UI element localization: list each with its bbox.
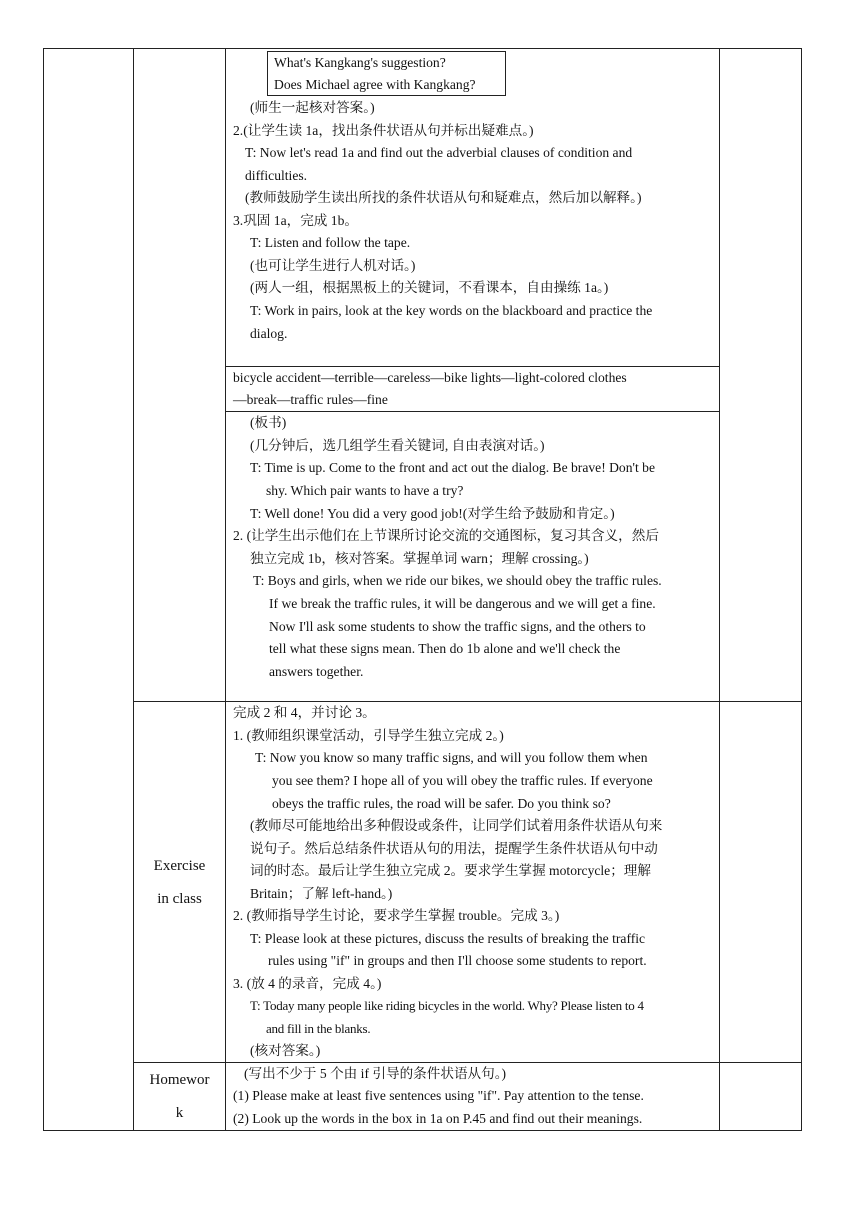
body-line: 完成 2 和 4，并讨论 3。	[233, 705, 376, 720]
body-line: T: Work in pairs, look at the key words on the blackboard and practice the	[250, 303, 653, 318]
row-label-line: Exercise	[153, 858, 206, 874]
body-line: (也可让学生进行人机对话。)	[250, 258, 416, 273]
body-line: (2) Look up the words in the box in 1a on P.45 and find out their meanings.	[233, 1111, 643, 1126]
body-line: (几分钟后，选几组学生看关键词, 自由表演对话。)	[250, 438, 545, 453]
body-line: If we break the traffic rules, it will be dangerous and we will get a fine.	[269, 596, 656, 611]
body-line: (写出不少于 5 个由 if 引导的条件状语从句。)	[244, 1066, 507, 1081]
body-line: Britain；了解 left-hand。)	[250, 886, 393, 901]
body-line: answers together.	[269, 664, 364, 679]
body-line: (师生一起核对答案。)	[250, 100, 375, 115]
body-line: T: Time is up. Come to the front and act out the dialog. Be brave! Don't be	[250, 460, 655, 475]
body-line: shy. Which pair wants to have a try?	[266, 483, 464, 498]
row-label-exercise	[134, 850, 225, 916]
body-line: dialog.	[250, 326, 288, 341]
body-line: 3.巩固 1a，完成 1b。	[233, 213, 358, 228]
column-divider-3	[719, 48, 720, 1131]
body-line: (板书)	[250, 415, 287, 430]
row-label-line: k	[175, 1105, 184, 1121]
body-line: 独立完成 1b，核对答案。掌握单词 warn；理解 crossing。)	[250, 551, 589, 566]
blackboard-keywords: —break—traffic rules—fine	[233, 392, 388, 407]
body-line: 2.(让学生读 1a，找出条件状语从句并标出疑难点。)	[233, 123, 534, 138]
row-label-line: Homewor	[149, 1072, 210, 1088]
body-line: 词的时态。最后让学生独立完成 2。要求学生掌握 motorcycle；理解	[250, 863, 651, 878]
body-line: 2. (让学生出示他们在上节课所讨论交流的交通图标，复习其含义，然后	[233, 528, 659, 543]
row-label-homework	[134, 1064, 225, 1130]
body-line: T: Listen and follow the tape.	[250, 235, 411, 250]
body-line: T: Today many people like riding bicycles in the world. Why? Please listen to 4	[250, 998, 644, 1013]
body-line: T: Boys and girls, when we ride our bikes, we should obey the traffic rules.	[253, 573, 662, 588]
question-line: Does Michael agree with Kangkang?	[274, 77, 476, 92]
body-line: you see them? I hope all of you will obey the traffic rules. If everyone	[272, 773, 653, 788]
body-line: (1) Please make at least five sentences using "if". Pay attention to the tense.	[233, 1088, 644, 1103]
body-line: (教师鼓励学生读出所找的条件状语从句和疑难点，然后加以解释。)	[245, 190, 642, 205]
blackboard-bottom-rule	[225, 411, 719, 412]
body-line: T: Now you know so many traffic signs, and will you follow them when	[255, 750, 648, 765]
body-line: 3. (放 4 的录音，完成 4。)	[233, 976, 382, 991]
blackboard-top-rule	[225, 366, 719, 367]
body-line: Now I'll ask some students to show the traffic signs, and the others to	[269, 619, 646, 634]
body-line: T: Please look at these pictures, discuss the results of breaking the traffic	[250, 931, 646, 946]
exercise-row-rule	[133, 701, 802, 702]
row-label-line: in class	[157, 891, 202, 907]
column-divider-2	[225, 48, 226, 1131]
body-line: T: Now let's read 1a and find out the adverbial clauses of condition and	[245, 145, 633, 160]
body-line: and fill in the blanks.	[266, 1021, 371, 1036]
body-line: 1. (教师组织课堂活动，引导学生独立完成 2。)	[233, 728, 504, 743]
body-line: (核对答案。)	[250, 1043, 321, 1058]
homework-row-rule	[133, 1062, 802, 1063]
body-line: (两人一组，根据黑板上的关键词，不看课本，自由操练 1a。)	[250, 280, 609, 295]
body-line: rules using "if" in groups and then I'll choose some students to report.	[268, 953, 647, 968]
body-line: T: Well done! You did a very good job!(对学生给予鼓励和肯定。)	[250, 506, 615, 521]
body-line: difficulties.	[245, 168, 308, 183]
column-divider-1	[133, 48, 134, 1131]
question-line: What's Kangkang's suggestion?	[274, 55, 446, 70]
blackboard-keywords: bicycle accident—terrible—careless—bike lights—light-colored clothes	[233, 370, 627, 385]
body-line: 2. (教师指导学生讨论，要求学生掌握 trouble。完成 3。)	[233, 908, 560, 923]
body-line: obeys the traffic rules, the road will be safer. Do you think so?	[272, 796, 611, 811]
body-line: (教师尽可能地给出多种假设或条件，让同学们试着用条件状语从句来	[250, 818, 663, 833]
body-line: 说句子。然后总结条件状语从句的用法，提醒学生条件状语从句中动	[250, 841, 658, 856]
body-line: tell what these signs mean. Then do 1b alone and we'll check the	[269, 641, 621, 656]
